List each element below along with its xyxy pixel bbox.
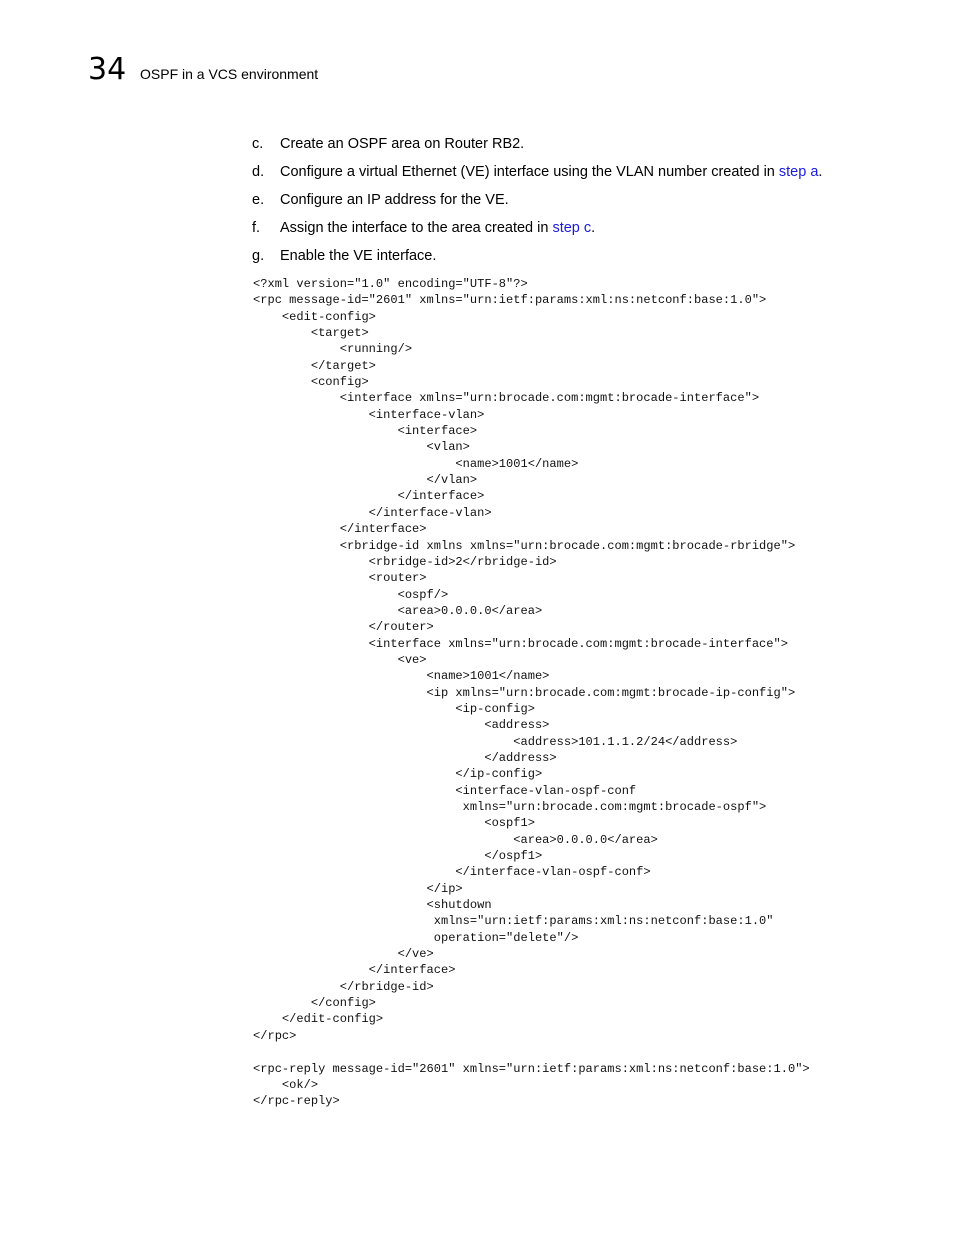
step-f (252, 218, 892, 246)
step-c (252, 134, 892, 162)
xml-code-block: <?xml version="1.0" encoding="UTF-8"?> <rpc message-id="2601" xmlns="urn:ietf:params:xml:ns:netconf:base:1.0"> <edit-config> <target> <running/> </target> <config> <interface xmlns="urn:brocade.com:mgmt:brocade-interface"> <interface-vlan> <interface> <vlan> <name>1001</name> </vlan> </interface> </interface-vlan> </interface> <rbridge-id xmlns xmlns="urn:brocade.com:mgmt:brocade-rbridge"> <rbridge-id>2</rbridge-id> <router> <ospf/> <area>0.0.0.0</area> </router> <interface xmlns="urn:brocade.com:mgmt:brocade-interface"> <ve> <name>1001</name> <ip xmlns="urn:brocade.com:mgmt:brocade-ip-config"> <ip-config> <address> <address>101.1.1.2/24</address> </address> </ip-config> <interface-vlan-ospf-conf xmlns="urn:brocade.com:mgmt:brocade-ospf"> <ospf1> <area>0.0.0.0</area> </ospf1> </interface-vlan-ospf-conf> </ip> <shutdown xmlns="urn:ietf:params:xml:ns:netconf:base:1.0" operation="delete"/> </ve> </interface> </rbridge-id> </config> </edit-config> </rpc> <rpc-reply message-id="2601" xmlns="urn:ietf:params:xml:ns:netconf:base:1.0"> <ok/> </rpc-reply> (253, 277, 810, 1109)
step-text: Assign the interface to the area created in step c. (280, 220, 596, 236)
step-text: Configure an IP address for the VE. (280, 192, 509, 208)
step-e (252, 190, 892, 218)
step-letter: d. (252, 164, 265, 180)
step-text: Create an OSPF area on Router RB2. (280, 136, 525, 152)
step-letter: f. (252, 220, 261, 236)
step-d (252, 162, 892, 190)
step-text: Enable the VE interface. (280, 248, 437, 264)
step-letter: e. (252, 192, 265, 208)
chapter-number: 34 (88, 52, 127, 87)
chapter-title: OSPF in a VCS environment (140, 66, 319, 82)
step-letter: c. (252, 136, 264, 152)
step-g (252, 246, 892, 274)
step-list (252, 134, 892, 274)
step-c-link[interactable]: step c (552, 220, 592, 236)
step-letter: g. (252, 248, 265, 264)
step-a-link[interactable]: step a (778, 164, 819, 180)
step-text: Configure a virtual Ethernet (VE) interface using the VLAN number created in step a. (280, 164, 823, 180)
